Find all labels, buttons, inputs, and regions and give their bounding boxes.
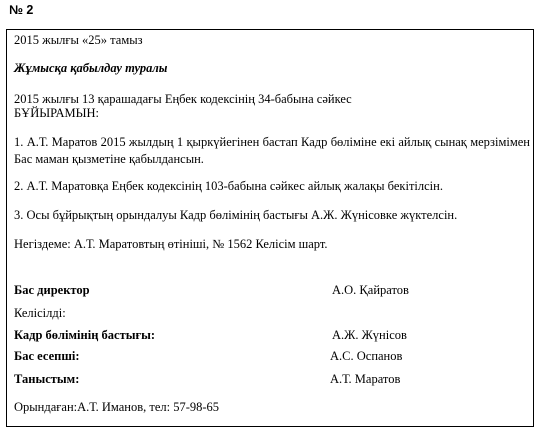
order-item-2: 2. А.Т. Маратовқа Еңбек кодексінің 103-бабына сәйкес айлық жалақы бекітілсін. [14, 179, 443, 193]
acquainted-label: Таныстым: [14, 372, 80, 386]
hr-head-name: А.Ж. Жүнісов [332, 328, 407, 342]
grounds: Негіздеме: А.Т. Маратовтың өтініші, № 1562 Келісім шарт. [14, 237, 328, 251]
agreed-label: Келісілді: [14, 306, 66, 320]
director-name: А.О. Қайратов [332, 283, 409, 297]
order-item-1: 1. А.Т. Маратов 2015 жылдың 1 қыркүйегінен бастап Кадр бөліміне екі айлық сынақ мерзімімен Бас маман қызметіне қабылдансын. [14, 135, 530, 166]
accountant-label: Бас есепші: [14, 349, 80, 363]
order-item-3: 3. Осы бұйрықтың орындалуы Кадр бөлімінің бастығы А.Ж. Жүнісовке жүктелсін. [14, 208, 458, 222]
executor-line: Орындаған:А.Т. Иманов, тел: 57-98-65 [14, 400, 220, 414]
director-label: Бас директор [14, 283, 90, 297]
order-date: 2015 жылғы «25» тамыз [14, 33, 143, 47]
legal-basis: 2015 жылғы 13 қарашадағы Еңбек кодексінің 34-бабына сәйкес [14, 92, 352, 106]
document-frame [6, 29, 534, 427]
document-number: № 2 [9, 3, 34, 17]
order-word: БҰЙЫРАМЫН: [14, 106, 100, 120]
acquainted-name: А.Т. Маратов [330, 372, 401, 386]
hr-head-label: Кадр бөлімінің бастығы: [14, 328, 156, 342]
order-title: Жұмысқа қабылдау туралы [14, 61, 168, 75]
accountant-name: А.С. Оспанов [330, 349, 403, 363]
